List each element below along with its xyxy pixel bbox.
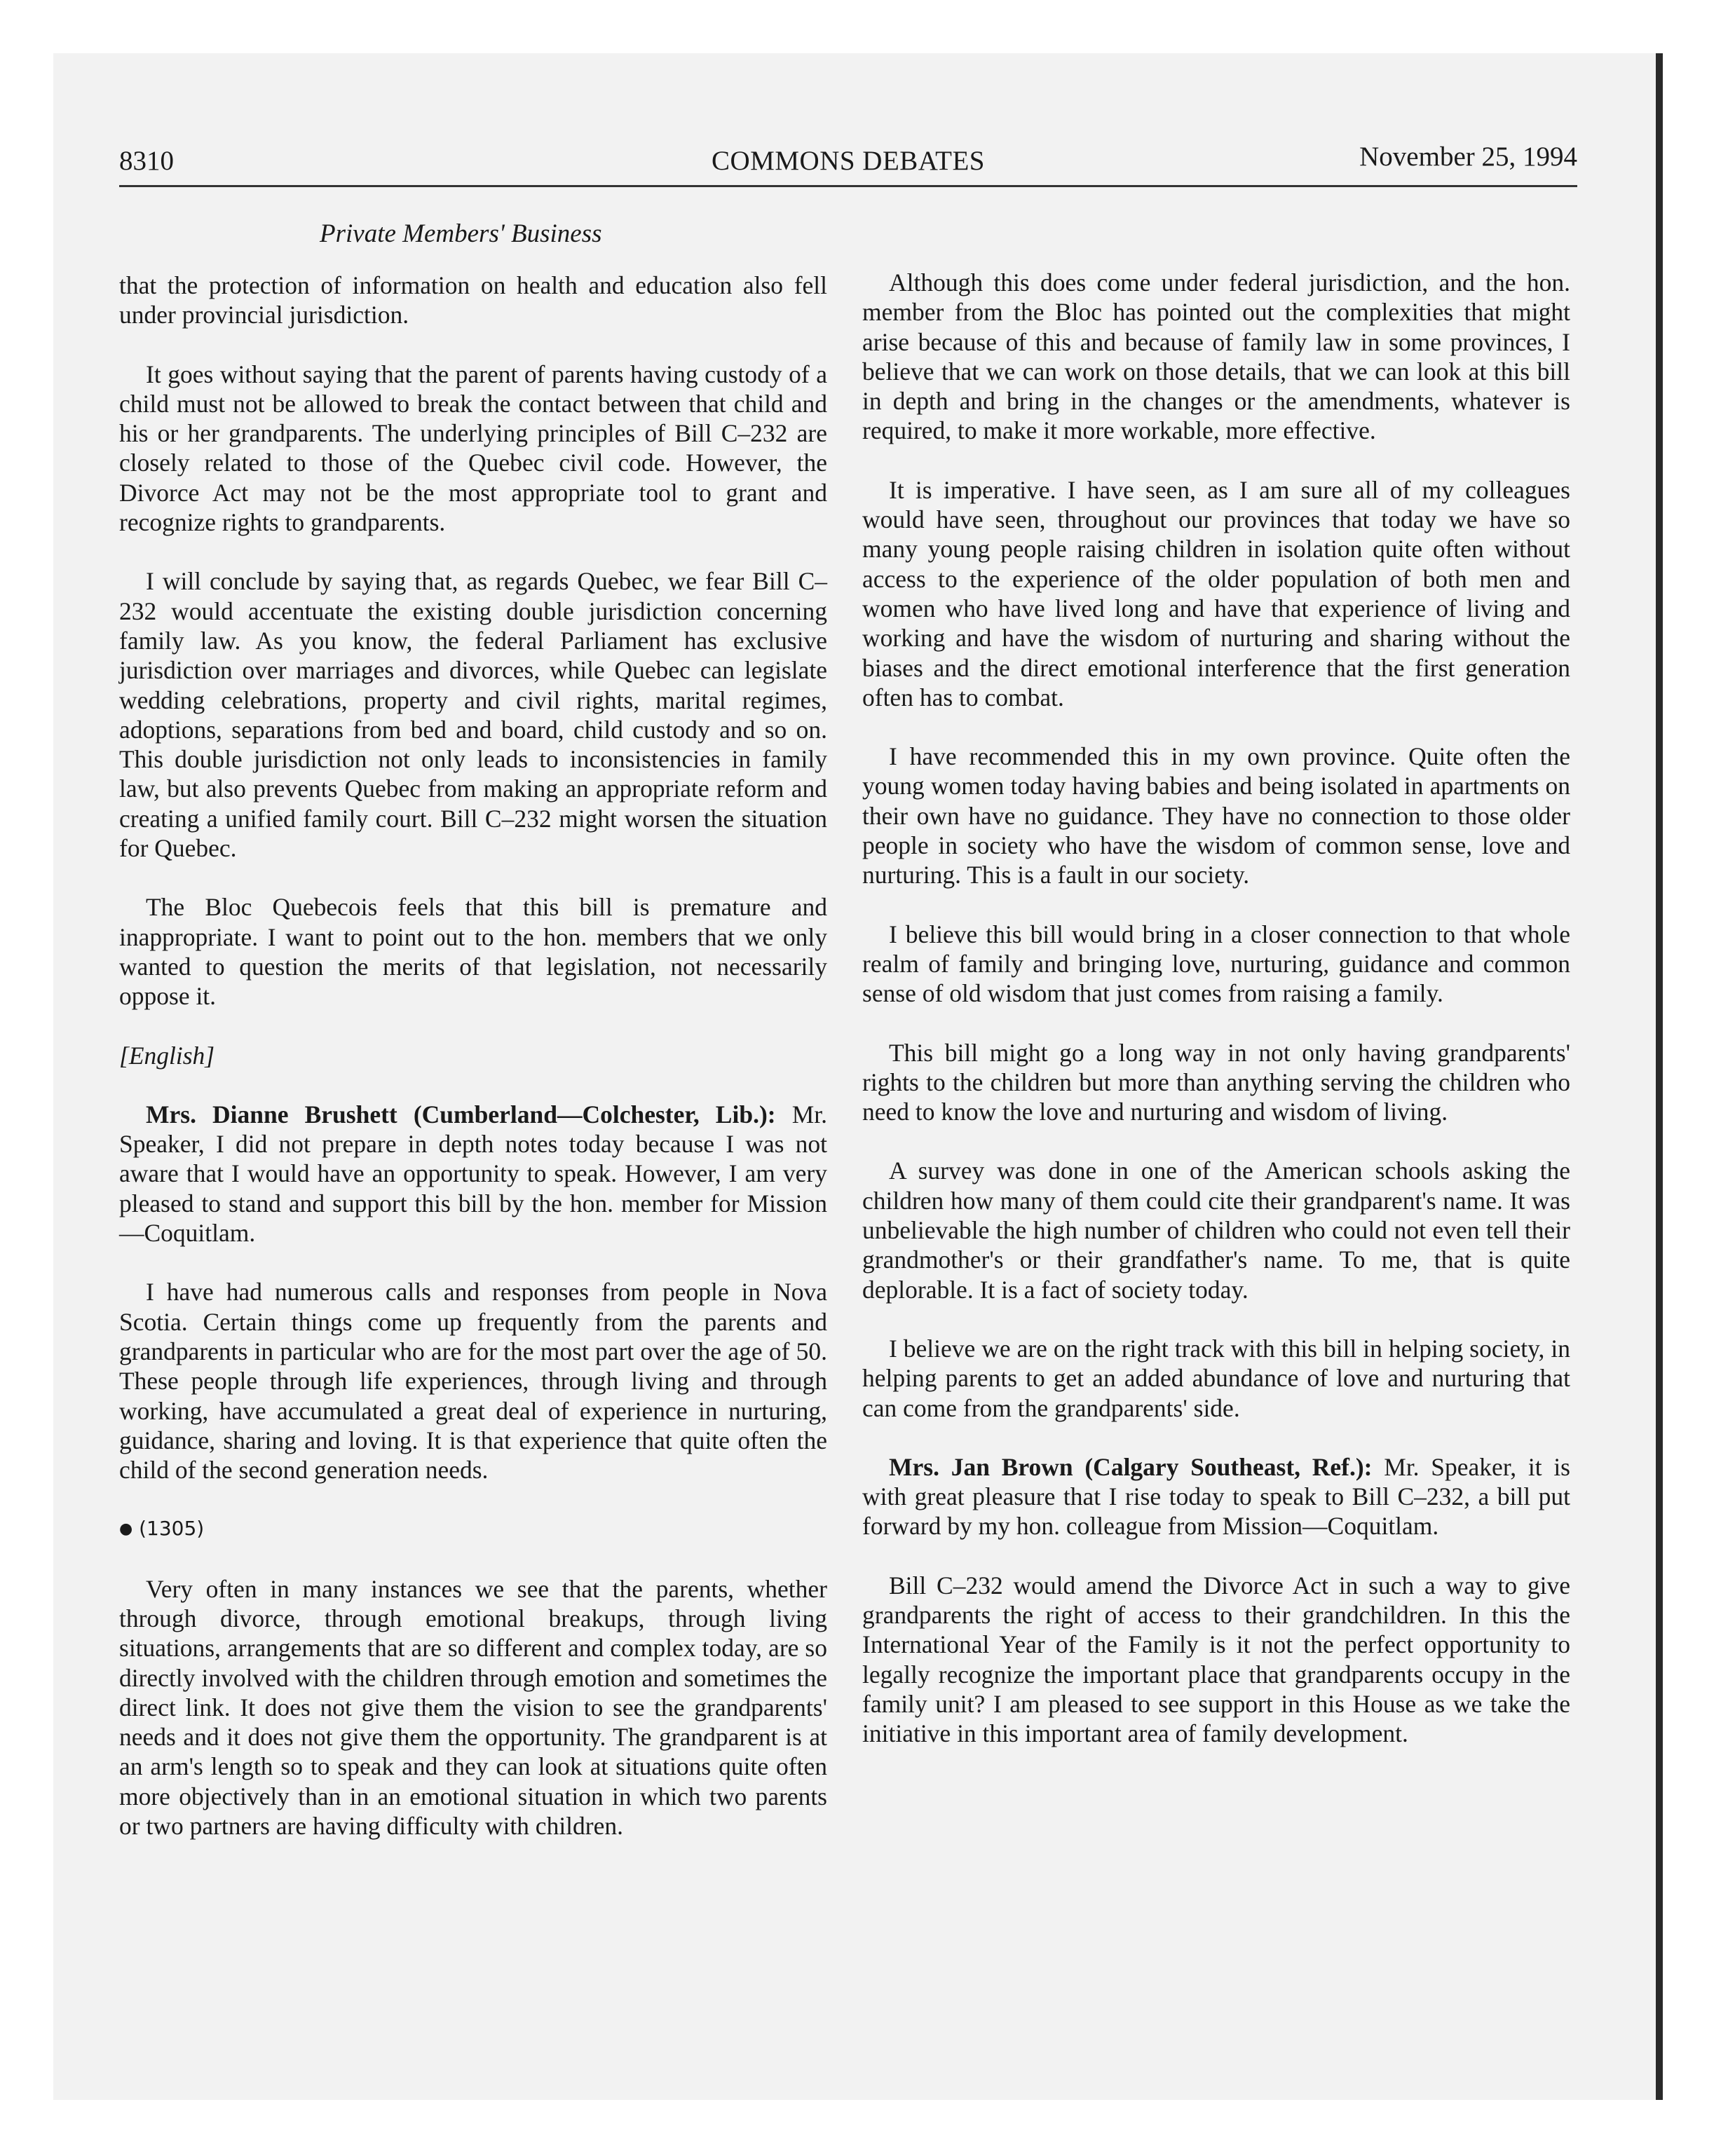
section-title: Private Members' Business (320, 219, 602, 248)
speech-text: Mr. Speaker, I did not prepare in depth notes today because I was not aware that I would have an opportunity to speak. However, I am very pleased to stand and support this bill by the hon. member for Mission—Coquitlam. (119, 1100, 827, 1248)
header-rule (119, 185, 1577, 187)
speech-paragraph (862, 1452, 1570, 1541)
paragraph: Bill C–232 would amend the Divorce Act in such a way to give grandparents the right of access to their grandchildren. In this the International Year of the Family is it not the perfect opportunity to legally recognize the important place that grandparents occupy in the family unit? I am pleased to see support in this House as we take the initiative in this important area of family development. (862, 1571, 1570, 1748)
speaker-name: Mrs. Dianne Brushett (Cumberland—Colchester, Lib.): (146, 1100, 776, 1128)
paragraph: I will conclude by saying that, as regards Quebec, we fear Bill C–232 would accentuate the existing double jurisdiction concerning family law. As you know, the federal Parliament has exclusive jurisdiction over marriages and divorces, while Quebec can legislate wedding celebrations, property and civil rights, marital regimes, adoptions, separations from bed and board, child custody and so on. This double jurisdiction not only leads to inconsistencies in family law, but also prevents Quebec from making an appropriate reform and creating a unified family court. Bill C–232 might worsen the situation for Quebec. (119, 567, 827, 863)
paragraph: Very often in many instances we see that the parents, whether through divorce, through emotional breakups, through living situations, arrangements that are so different and complex today, are so directly involved with the children through emotion and sometimes the direct link. It does not give them the vision to see the grandparents' needs and it does not give them the opportunity. The grandparent is at an arm's length so to speak and they can look at situations quite often more objectively than in an emotional situation in which two parents or two partners are having difficulty with children. (119, 1574, 827, 1841)
paragraph: I have had numerous calls and responses from people in Nova Scotia. Certain things come up frequently from the parents and grandparents in particular who are for the most part over the age of 50. These people through life experiences, through living and through working, have accumulated a great deal of experience in nurturing, guidance, sharing and loving. It is that experience that quite often the child of the second generation needs. (119, 1278, 827, 1485)
time-stamp: (1305) (139, 1517, 205, 1541)
time-marker (119, 1514, 827, 1544)
publication-title: COMMONS DEBATES (712, 146, 985, 176)
paragraph: A survey was done in one of the American schools asking the children how many of them could cite their grandparent's name. It was unbelievable the high number of children who could not even tell their grandmother's or their grandfather's name. To me, that is quite deplorable. It is a fact of society today. (862, 1157, 1570, 1304)
speaker-name: Mrs. Jan Brown (Calgary Southeast, Ref.): (889, 1452, 1373, 1481)
paragraph: I have recommended this in my own province. Quite often the young women today having babies and being isolated in apartments on their own have no guidance. They have no connection to those older people in society who have the wisdom of common sense, love and nurturing. This is a fault in our society. (862, 742, 1570, 889)
language-tag: [English] (119, 1041, 215, 1070)
left-column (119, 271, 827, 1870)
paragraph: I believe this bill would bring in a closer connection to that whole realm of family and bringing love, nurturing, guidance and common sense of old wisdom that just comes from raising a family. (862, 920, 1570, 1008)
paragraph: Although this does come under federal jurisdiction, and the hon. member from the Bloc has pointed out the complexities that might arise because of this and because of family law in some provinces, I believe that we can work on those details, that we can look at this bill in depth and bring in the changes or the amendments, whatever is required, to make it more workable, more effective. (862, 268, 1570, 445)
bullet-icon: ● (119, 1520, 133, 1538)
right-column (862, 268, 1570, 1778)
paragraph: This bill might go a long way in not only having grandparents' rights to the children but more than anything serving the children who need to know the love and nurturing and wisdom of living. (862, 1038, 1570, 1126)
speech-paragraph (119, 1100, 827, 1248)
page-number: 8310 (119, 146, 174, 176)
paragraph: that the protection of information on health and education also fell under provincial jurisdiction. (119, 271, 827, 329)
paragraph: I believe we are on the right track with this bill in helping society, in helping parents to get an added abundance of love and nurturing that can come from the grandparents' side. (862, 1334, 1570, 1422)
scan-edge (1656, 53, 1663, 2100)
publication-date: November 25, 1994 (1359, 142, 1577, 172)
paragraph: It is imperative. I have seen, as I am sure all of my colleagues would have seen, throughout our provinces that today we have so many young people raising children in isolation quite often without access to the experience of the older population of both men and women who have lived long and have that experience of living and working and have the wisdom of nurturing and sharing without the biases and the direct emotional interference that the first generation often has to combat. (862, 475, 1570, 711)
paragraph: The Bloc Quebecois feels that this bill is premature and inappropriate. I want to point out to the hon. members that we only wanted to question the merits of that legislation, not necessarily oppose it. (119, 893, 827, 1011)
paragraph: It goes without saying that the parent of parents having custody of a child must not be allowed to break the contact between that child and his or her grandparents. The underlying principles of Bill C–232 are closely related to those of the Quebec civil code. However, the Divorce Act may not be the most appropriate tool to grant and recognize rights to grandparents. (119, 360, 827, 537)
speech-text: Mr. Speaker, it is with great pleasure that I rise today to speak to Bill C–232, a bill put forward by my hon. colleague from Mission—Coquitlam. (862, 1452, 1570, 1541)
